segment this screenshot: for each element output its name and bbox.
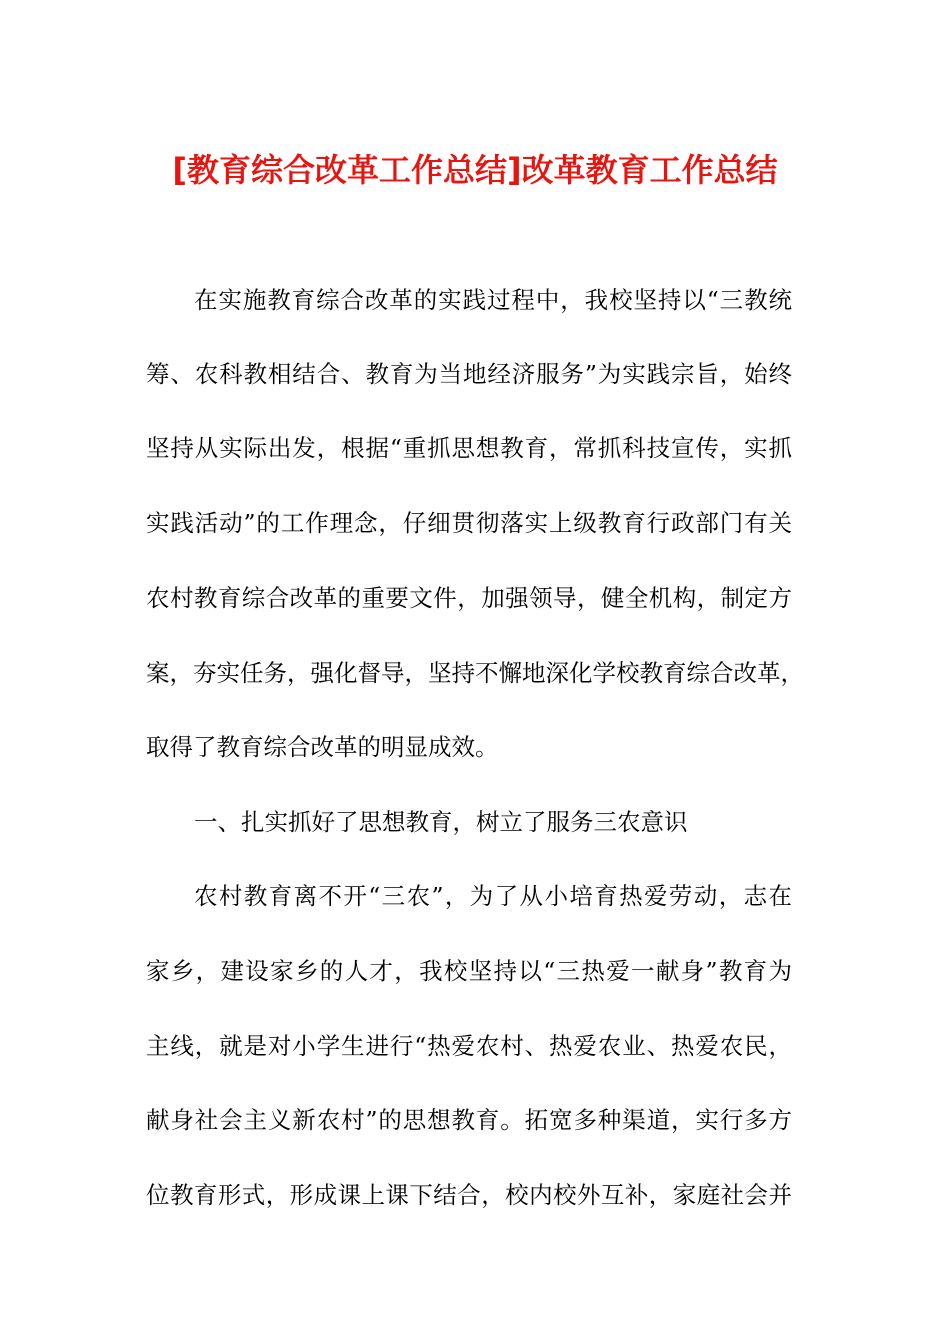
body-line: 主线，就是对小学生进行“热爱农村、热爱农业、热爱农民， — [146, 1032, 792, 1060]
body-line: 献身社会主义新农村”的思想教育。拓宽多种渠道，实行多方 — [146, 1106, 792, 1134]
body-line: 实践活动”的工作理念，仔细贯彻落实上级教育行政部门有关 — [146, 509, 792, 537]
body-line: 家乡，建设家乡的人才，我校坚持以“三热爱一献身”教育为 — [146, 957, 792, 985]
body-line: 坚持从实际出发，根据“重抓思想教育，常抓科技宣传，实抓 — [146, 434, 792, 462]
body-line: 农村教育离不开“三农”，为了从小培育热爱劳动，志在 — [194, 882, 792, 910]
body-line: 农村教育综合改革的重要文件，加强领导，健全机构，制定方 — [146, 584, 792, 612]
body-line: 位教育形式，形成课上课下结合，校内校外互补，家庭社会并 — [146, 1181, 792, 1209]
document-title: [教育综合改革工作总结]改革教育工作总结 — [172, 151, 778, 189]
body-line: 在实施教育综合改革的实践过程中，我校坚持以“三教统 — [194, 286, 792, 314]
body-line: 取得了教育综合改革的明显成效。 — [146, 733, 499, 761]
body-line: 案，夯实任务，强化督导，坚持不懈地深化学校教育综合改革， — [146, 659, 804, 687]
section-heading: 一、扎实抓好了思想教育，树立了服务三农意识 — [194, 808, 688, 836]
body-line: 筹、农科教相结合、教育为当地经济服务”为实践宗旨，始终 — [146, 360, 792, 388]
